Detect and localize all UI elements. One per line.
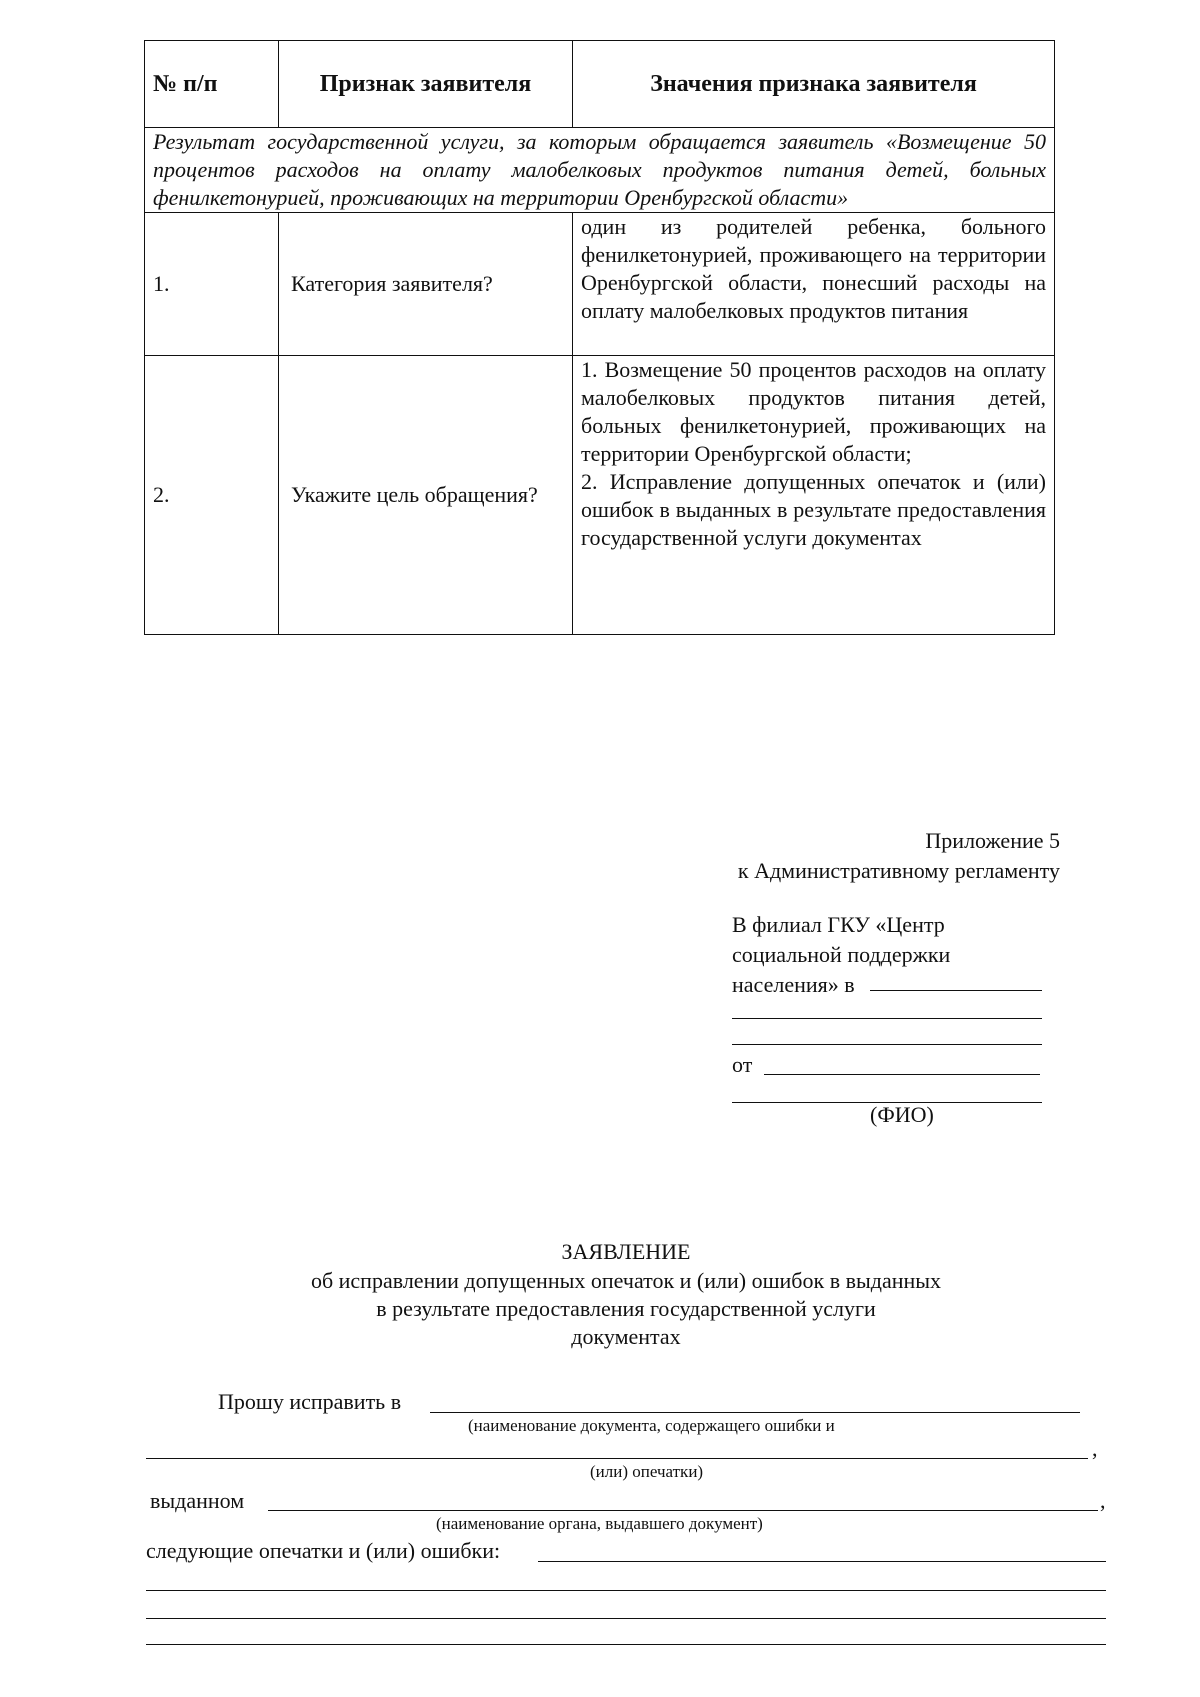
comma: , [1092,1436,1098,1461]
addressee-line-3: населения» в [732,972,855,997]
statement-subtitle-line-3: документах [571,1324,681,1349]
document-name-field[interactable] [430,1412,1080,1413]
header-sign: Признак заявителя [279,41,573,128]
row-sign: Категория заявителя? [279,213,573,356]
statement-subtitle [0,1267,1200,1351]
errors-field[interactable] [538,1561,1106,1562]
addressee-line-1: В филиал ГКУ «Центр [732,912,945,937]
issuing-organ-field[interactable] [268,1510,1098,1511]
row-value-item-1: 1. Возмещение 50 процентов расходов на оплату малобелковых продуктов питания детей, больных фенилкетонурией, проживающих на территории Оренбургской области; [581,357,1046,466]
header-number: № п/п [145,41,279,128]
errors-field-line-3[interactable] [146,1618,1106,1619]
table-row [145,213,1055,356]
document-name-caption-2: (или) опечатки) [590,1462,704,1481]
row-value [573,356,1055,635]
errors-label: следующие опечатки и (или) ошибки: [146,1538,501,1563]
branch-name-field-line-3[interactable] [732,1044,1042,1045]
row-sign: Укажите цель обращения? [279,356,573,635]
errors-field-line-4[interactable] [146,1644,1106,1645]
row-number: 1. [145,213,279,356]
result-row [145,128,1055,213]
header-value: Значения признака заявителя [573,41,1055,128]
statement-subtitle-line-1: об исправлении допущенных опечаток и (или) ошибок в выданных [310,1268,942,1293]
criteria-table [144,40,1055,635]
document-name-field-line-2[interactable] [146,1458,1088,1459]
result-text: Результат государственной услуги, за которым обращается заявитель «Возмещение 50 процентов расходов на оплату малобелковых продуктов питания детей, больных фенилкетонурией, проживающих на территории Оренбургской области» [145,128,1055,213]
table-row [145,356,1055,635]
issuing-organ-caption: (наименование органа, выдавшего документ) [436,1514,763,1533]
row-value-item-2: 2. Исправление допущенных опечаток и (или) ошибок в выданных в результате предоставления государственной услуги документах [581,469,1046,550]
comma: , [1100,1488,1106,1513]
row-value: один из родителей ребенка, больного фенилкетонурией, проживающего на территории Оренбургской области, понесший расходы на оплату малобелковых продуктов питания [573,213,1055,356]
from-label: от [732,1052,753,1077]
branch-name-field-line-2[interactable] [732,1018,1042,1019]
appendix-line-1: Приложение 5 [925,828,1060,853]
fio-caption: (ФИО) [870,1102,934,1127]
table-header-row [145,41,1055,128]
applicant-name-field[interactable] [764,1074,1040,1075]
addressee-block [732,910,1052,1000]
issued-label: выданном [150,1488,245,1513]
statement-title: ЗАЯВЛЕНИЕ [561,1239,691,1264]
appendix-line-2: к Административному регламенту [737,858,1060,883]
addressee-line-2: социальной поддержки [732,942,951,967]
appendix-note [738,826,1060,886]
statement-subtitle-line-2: в результате предоставления государственной услуги [376,1296,876,1321]
request-label: Прошу исправить в [218,1389,402,1414]
branch-name-field[interactable] [870,990,1042,991]
row-number: 2. [145,356,279,635]
errors-field-line-2[interactable] [146,1590,1106,1591]
document-name-caption-1: (наименование документа, содержащего ошибки и [468,1416,835,1435]
